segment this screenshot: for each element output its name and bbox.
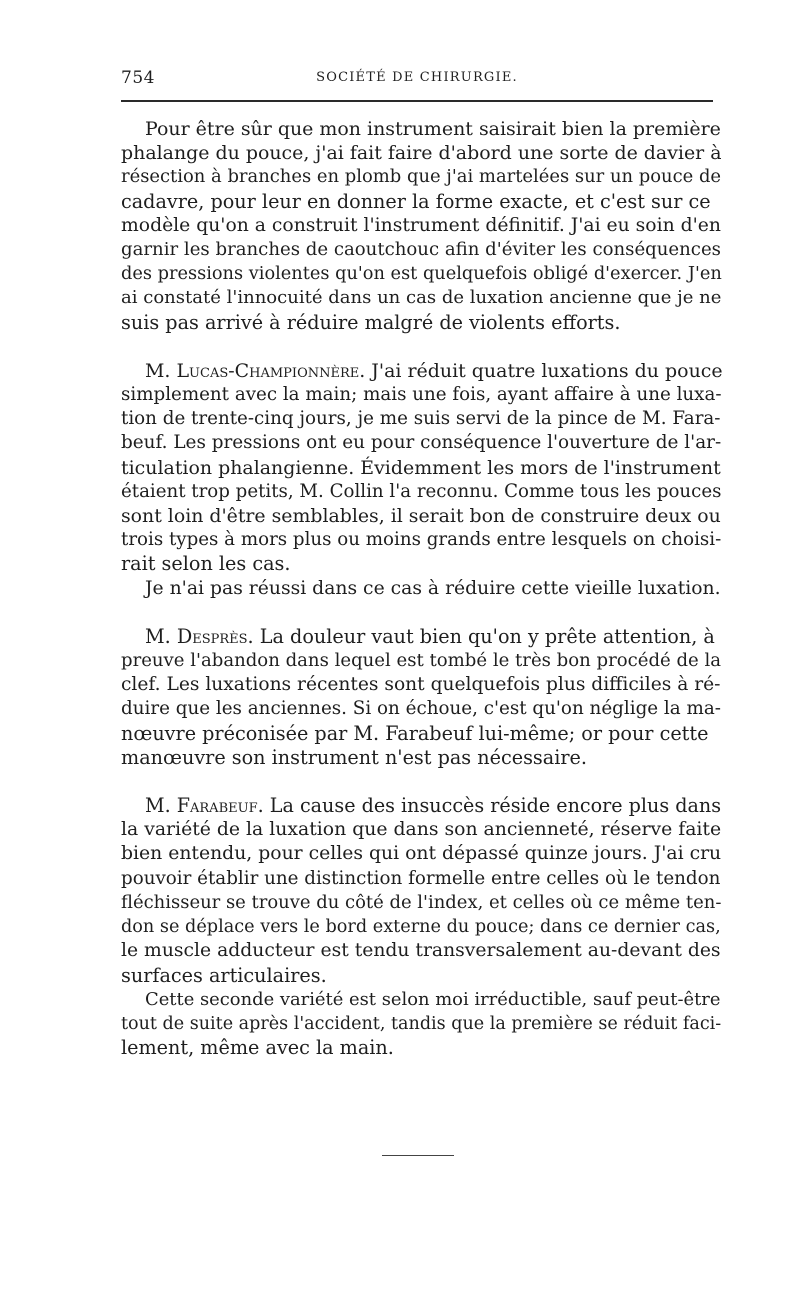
text-line: la variété de la luxation que dans son ancienneté, réserve faite <box>121 819 722 841</box>
text-line: simplement avec la main; mais une fois, ayant affaire à une luxa- <box>121 384 722 406</box>
section-end-rule <box>382 1155 454 1156</box>
text-line: Cette seconde variété est selon moi irréductible, sauf peut-être <box>145 988 721 1010</box>
text-line <box>121 359 721 383</box>
speaker-name: M. Desprès. <box>145 624 254 648</box>
text-line <box>121 794 721 818</box>
text-line: étaient trop petits, M. Collin l'a reconnu. Comme tous les pouces <box>121 480 722 502</box>
text-line: des pressions violentes qu'on est quelquefois obligé d'exercer. J'en <box>121 264 722 285</box>
text-line: modèle qu'on a construit l'instrument définitif. J'ai eu soin d'en <box>121 214 721 236</box>
paragraph-gap <box>121 335 721 359</box>
text-line: clef. Les luxations récentes sont quelquefois plus difficiles à ré- <box>121 674 721 696</box>
text-line: résection à branches en plomb que j'ai martelées sur un pouce de <box>121 166 722 188</box>
text-line: don se déplace vers le bord externe du pouce; dans ce dernier cas, <box>121 917 721 938</box>
paragraph-farabeuf <box>121 794 721 988</box>
text-line: cadavre, pour leur en donner la forme exacte, et c'est sur ce <box>121 189 711 213</box>
text-line: preuve l'abandon dans lequel est tombé le très bon procédé de la <box>121 650 722 672</box>
speaker-name: M. Lucas-Championnère. <box>145 359 366 382</box>
text-line: nœuvre préconisée par M. Farabeuf lui-même; or pour cette <box>121 721 709 745</box>
header-rule <box>121 100 713 102</box>
body-text <box>121 117 721 1060</box>
text-line: ticulation phalangienne. Évidemment les mors de l'instrument <box>121 456 721 479</box>
speaker-name: M. Farabeuf. <box>145 794 264 818</box>
text-fragment: La douleur vaut bien qu'on y prête attention, à <box>253 624 715 648</box>
text-line: lement, même avec la main. <box>121 1036 394 1060</box>
paragraph-lucas-championniere <box>121 359 721 601</box>
text-line: le muscle adducteur est tendu transversalement au-devant des <box>121 940 721 962</box>
page-header <box>121 68 713 92</box>
text-line <box>121 625 721 649</box>
text-line: phalange du pouce, j'ai fait faire d'abord une sorte de davier à <box>121 142 722 165</box>
text-line: manœuvre son instrument n'est pas nécessaire. <box>121 745 587 769</box>
text-line: trois types à mors plus ou moins grands entre lesquels on choisi- <box>121 529 722 551</box>
text-line: tion de trente-cinq jours, je me suis servi de la pince de M. Fara- <box>121 408 721 430</box>
paragraph-despres <box>121 625 721 770</box>
page-number: 754 <box>121 68 155 88</box>
text-line: beuf. Les pressions ont eu pour conséquence l'ouverture de l'ar- <box>121 432 722 454</box>
paragraph-farabeuf-continued <box>121 988 721 1061</box>
text-line: Pour être sûr que mon instrument saisirait bien la première <box>145 118 721 140</box>
text-fragment: La cause des insuccès réside encore plus dans <box>263 794 722 818</box>
text-line: fléchisseur se trouve du côté de l'index, et celles où ce même ten- <box>121 891 722 913</box>
text-line: sont loin d'être semblables, il serait bon de construire deux ou <box>121 505 721 528</box>
paragraph-gap <box>121 770 721 794</box>
text-line: garnir les branches de caoutchouc afin d'éviter les conséquences <box>121 239 721 261</box>
text-line: bien entendu, pour celles qui ont dépassé quinze jours. J'ai cru <box>121 843 722 865</box>
text-line: pouvoir établir une distinction formelle entre celles où le tendon <box>121 867 721 889</box>
paragraph-instrument <box>121 117 721 335</box>
text-fragment: J'ai réduit quatre luxations du pouce <box>365 359 723 382</box>
paragraph-gap <box>121 601 721 625</box>
text-line: Je n'ai pas réussi dans ce cas à réduire cette vieille luxation. <box>145 577 721 599</box>
text-line: ai constaté l'innocuité dans un cas de luxation ancienne que je ne <box>121 287 722 309</box>
text-line: surfaces articulaires. <box>121 963 327 987</box>
text-line: rait selon les cas. <box>121 552 291 576</box>
text-line: duire que les anciennes. Si on échoue, c'est qu'on néglige la ma- <box>121 698 721 720</box>
text-line: suis pas arrivé à réduire malgré de violents efforts. <box>121 310 621 334</box>
running-head: SOCIÉTÉ DE CHIRURGIE. <box>316 70 518 85</box>
text-line: tout de suite après l'accident, tandis que la première se réduit faci- <box>121 1013 722 1034</box>
